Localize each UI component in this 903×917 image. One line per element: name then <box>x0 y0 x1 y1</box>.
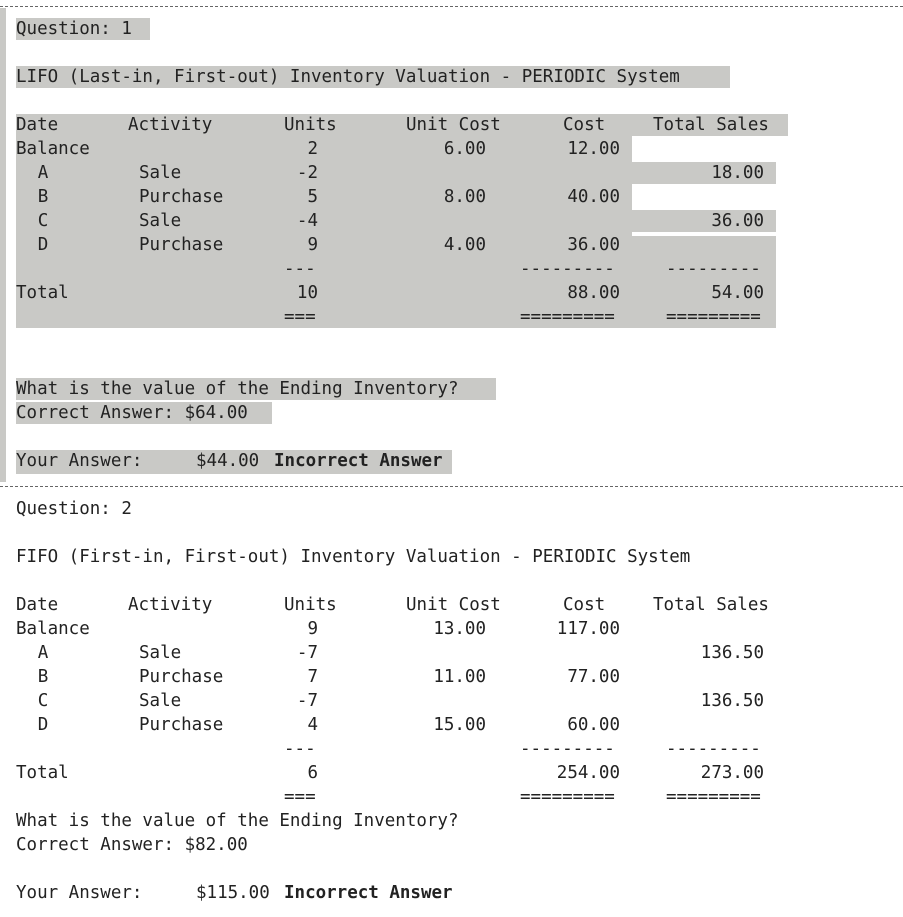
cell-cost: 117.00 <box>556 619 620 639</box>
q2-title: FIFO (First-in, First-out) Inventory Valuation - PERIODIC System <box>16 547 691 567</box>
cell-date: C <box>37 211 49 231</box>
cell-sales: 136.50 <box>700 643 764 663</box>
q2-your-answer-value: $115.00 <box>196 883 270 903</box>
cell-cost: 36.00 <box>567 235 620 255</box>
q2-correct-answer: Correct Answer: $82.00 <box>16 835 248 855</box>
dbl-sales: ========= <box>666 787 761 807</box>
cell-date: B <box>37 187 49 207</box>
cell-activity: Purchase <box>139 187 224 207</box>
q2-your-answer-label: Your Answer: <box>16 883 143 903</box>
cell-date: A <box>37 643 49 663</box>
sep-units: --- <box>284 739 316 759</box>
cell-unit-cost: 11.00 <box>433 667 486 687</box>
col-total-sales: Total Sales <box>653 595 769 615</box>
cell-unit-cost: 8.00 <box>443 187 486 207</box>
q1-title: LIFO (Last-in, First-out) Inventory Valuation - PERIODIC System <box>16 66 730 88</box>
cell-units: 9 <box>307 235 318 255</box>
sep-units: --- <box>284 259 316 279</box>
total-cost: 88.00 <box>567 283 620 303</box>
col-activity: Activity <box>128 115 213 135</box>
q2-question: What is the value of the Ending Inventory? <box>16 811 459 831</box>
cell-activity: Purchase <box>139 235 224 255</box>
q2-verdict: Incorrect Answer <box>284 883 453 903</box>
cell-units: 4 <box>307 715 318 735</box>
cell-units: 7 <box>307 667 318 687</box>
highlight-bar <box>0 8 6 482</box>
cell-unit-cost: 6.00 <box>443 139 486 159</box>
cell-unit-cost: 15.00 <box>433 715 486 735</box>
cell-activity: Sale <box>139 691 182 711</box>
cell-cost: 40.00 <box>567 187 620 207</box>
cell-units: 2 <box>307 139 318 159</box>
sep-sales: --------- <box>666 259 761 279</box>
cell-activity: Sale <box>139 163 182 183</box>
q1-your-answer-value: $44.00 <box>196 451 260 471</box>
cell-date: C <box>37 691 49 711</box>
total-units: 6 <box>307 763 318 783</box>
cell-cost: 77.00 <box>567 667 620 687</box>
cell-units: -7 <box>296 691 318 711</box>
cell-unit-cost: 13.00 <box>433 619 486 639</box>
dbl-units: === <box>284 307 316 327</box>
cell-activity: Sale <box>139 643 182 663</box>
col-activity: Activity <box>128 595 213 615</box>
cell-units: -2 <box>296 163 318 183</box>
sep-cost: --------- <box>520 739 615 759</box>
sep-sales: --------- <box>666 739 761 759</box>
q1-verdict: Incorrect Answer <box>274 451 443 471</box>
cell-activity: Sale <box>139 211 182 231</box>
cell-units: -4 <box>296 211 318 231</box>
col-total-sales: Total Sales <box>653 115 769 135</box>
cell-date: Balance <box>16 619 90 639</box>
col-cost: Cost <box>563 595 606 615</box>
sep-cost: --------- <box>520 259 615 279</box>
cell-date: B <box>37 667 49 687</box>
cell-activity: Purchase <box>139 715 224 735</box>
cell-cost: 60.00 <box>567 715 620 735</box>
q1-header: Question: 1 <box>16 18 150 40</box>
q1-question: What is the value of the Ending Inventory? <box>16 378 496 400</box>
cell-sales: 18.00 <box>711 163 764 183</box>
cell-units: 5 <box>307 187 318 207</box>
cell-date: D <box>37 235 49 255</box>
col-units: Units <box>284 115 337 135</box>
col-unit-cost: Unit Cost <box>406 595 501 615</box>
cell-sales: 36.00 <box>711 211 764 231</box>
total-cost: 254.00 <box>556 763 620 783</box>
total-units: 10 <box>296 283 318 303</box>
cell-sales: 136.50 <box>700 691 764 711</box>
dbl-cost: ========= <box>520 787 615 807</box>
separator-line <box>0 486 903 487</box>
cell-activity: Purchase <box>139 667 224 687</box>
col-date: Date <box>16 595 59 615</box>
dbl-cost: ========= <box>520 307 615 327</box>
total-label: Total <box>16 763 69 783</box>
col-unit-cost: Unit Cost <box>406 115 501 135</box>
total-sales: 273.00 <box>700 763 764 783</box>
cell-unit-cost: 4.00 <box>443 235 486 255</box>
col-units: Units <box>284 595 337 615</box>
col-cost: Cost <box>563 115 606 135</box>
total-label: Total <box>16 283 69 303</box>
cell-units: -7 <box>296 643 318 663</box>
cell-date: Balance <box>16 139 90 159</box>
q1-your-answer-label: Your Answer: <box>16 451 143 471</box>
separator-line-top <box>0 6 903 7</box>
total-sales: 54.00 <box>711 283 764 303</box>
cell-date: D <box>37 715 49 735</box>
q1-correct-answer: Correct Answer: $64.00 <box>16 402 272 424</box>
dbl-sales: ========= <box>666 307 761 327</box>
cell-units: 9 <box>307 619 318 639</box>
col-date: Date <box>16 115 59 135</box>
cell-date: A <box>37 163 49 183</box>
cell-cost: 12.00 <box>567 139 620 159</box>
dbl-units: === <box>284 787 316 807</box>
q2-header: Question: 2 <box>16 499 132 519</box>
